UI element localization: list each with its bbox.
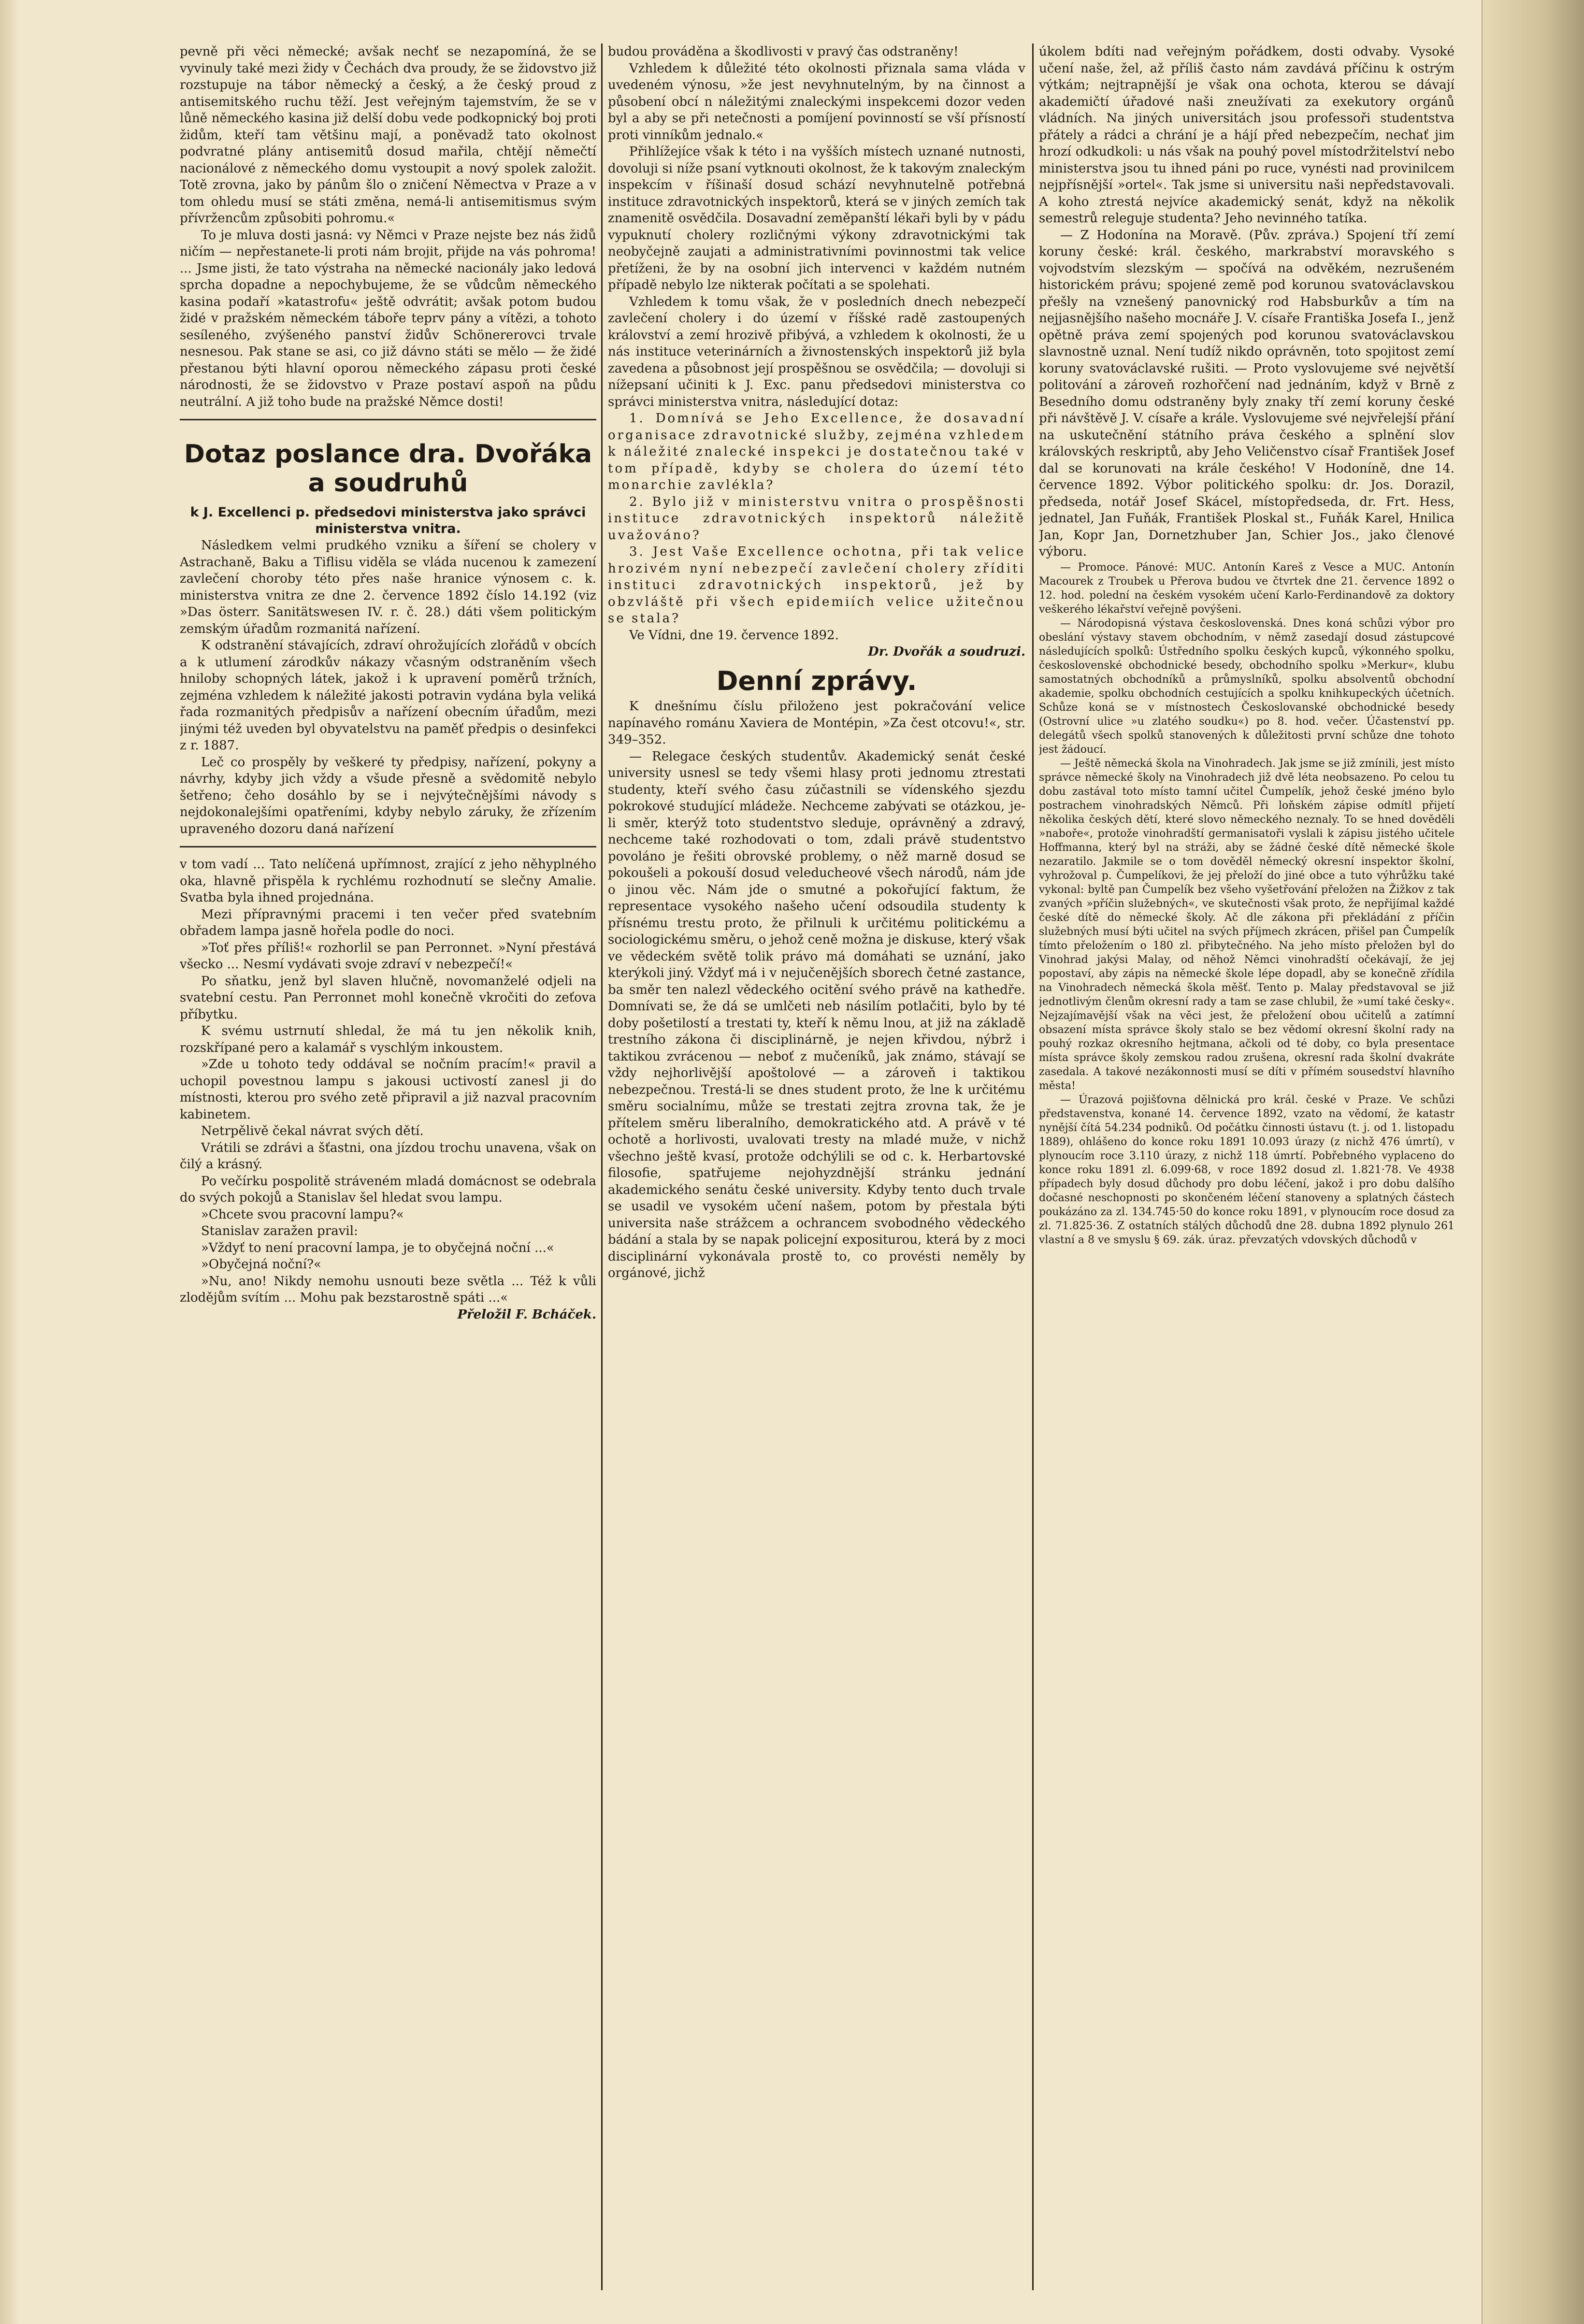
column-rule — [601, 43, 603, 2290]
news-item: úkolem bdíti nad veřejným pořádkem, dosti odvaby. Vysoké učení naše, žel, až příliš často nám zavdává příčinu k ostrým výtkám; nejtrapnější je však ona ochota, kterou se dávají akademičtí úřadové naši zneužívati za exekutory orgánů vládních. Na jiných universitách jsou professoři studentstva přátely a rádci a chrání je a hájí před nebezpečím, nechať jim hrozí odkudkoli: u nás však na pouhý povel místodržitelství nebo ministerstva jsou tu ihned páni po ruce, vynésti nad provinilcem nejpřísnější »ortel«. Tak jsme si universitu naši nepředstavovali. A koho ztrestá nejvíce akademický senát, když na několik semestrů releguje studenta? Jeho nevinného tatíka. — [1039, 44, 1454, 226]
news-item: — Úrazová pojišťovna dělnická pro král. české v Praze. Ve schůzi představenstva, konané 14. července 1892, vzato na vědomí, že katastr nynější čítá 54.234 podniků. Od počátku činnosti ústavu (t. j. od 1. listopadu 1889), ohlášeno do konce roku 1891 10.093 úrazy (z nichž 476 úmrtí), v plynoucím roce 3.110 úrazy, z nichž 118 úmrtí. Pobřebného vyplaceno do konce roku 1891 zl. 6.099·68, v roce 1892 dosud zl. 1.821·78. Ve 4938 případech byly dosud důchody pro dobu léčení, jakož i pro dobu dalšího dočasné neschopnosti po skončeném léčení stanoveny a splatných částech poukázáno za zl. 134.745·50 do konce roku 1891, v plynoucím roce dosud za zl. 71.825·36. Z ostatních stálých důchodů dne 28. dubna 1892 plynulo 261 vlastní a 8 ve smyslu § 69. zák. úraz. převzatých vdovských důchodů v — [1039, 1093, 1454, 1246]
page-fold-left — [0, 0, 19, 2324]
question-2: 2. Bylo již v ministerstvu vnitra o prospěšnosti instituce zdravotnických inspektorů náležitě uvažováno? — [608, 494, 1025, 543]
question-1: 1. Domnívá se Jeho Excellence, že dosavadní organisace zdravotnické služby, zejména vzhledem k náležité znalecké inspekci je dostatečnou také v tom případě, kdyby se cholera do území této monarchie zavlékla? — [608, 411, 1025, 492]
feuilleton-paragraph: »Chcete svou pracovní lampu?« — [201, 1207, 404, 1222]
column-rule — [1032, 43, 1034, 2290]
feuilleton-paragraph: Vrátili se zdrávi a šťastni, ona jízdou trochu unavena, však on čilý a krásný. — [180, 1140, 596, 1172]
feuilleton-paragraph: Mezi přípravnými pracemi i ten večer před svatebním obřadem lampa jasně hořela podle do noci. — [180, 907, 596, 938]
news-item: — Promoce. Pánové: MUC. Antonín Kareš z Vesce a MUC. Antonín Macourek z Troubek u Přerova budou ve čtvrtek dne 21. července 1892 o 12. hod. polední na českém vysokém učení Karlo-Ferdinandově za doktory veškerého lékařství veřejně povýšeni. — [1039, 561, 1454, 616]
article-signature: Dr. Dvořák a soudruzi. — [868, 645, 1025, 659]
news-item: — Národopisná výstava československá. Dnes koná schůzi výbor pro obeslání výstavy stavem obchodním, v němž zasedají dosud zástupcové následujících spolků: Ústředního spolku českých kupců, výkonného spolku, československé obchodnické besedy, obchodního spolku »Merkur«, klubu samostatných obchodníků a průmyslníků, spolku absolventů obchodní akademie, spolku obchodních cestujících a spolku knihkupeckých účetních. Schůze koná se v místnostech Českoslovanské obchodnické besedy (Ostrovní ulice »u zlatého soudku«) po 8. hod. večer. Účastenství pp. delegátů všech spolků stanovených k důležitosti první schůze dne tohoto jest žádoucí. — [1039, 617, 1454, 756]
article-paragraph: Leč co prospěly by veškeré ty předpisy, nařízení, pokyny a návrhy, kdyby jich vždy a všude přesně a svědomitě nebylo šetřeno; čeho dosáhlo by se i nejvýtečnějšími návody s nejdokonalejšími opatřeními, kdyby nebylo záruky, že zřízením upraveného dozoru daná nařízení — [180, 755, 596, 836]
divider — [180, 419, 596, 420]
article-paragraph: Přihlížejíce však k této i na vyšších místech uznané nutnosti, dovoluji si níže psaní vytknouti okolnost, že k takovým znaleckým inspekcím v říšinaší dosud schází nevyhnutelně potřebná instituce zdravotnických inspektorů, která se v jiných zemích tak znamenitě osvědčila. Dosavadní zeměpanští lékaři byli by v pádu vypuknutí cholery rozličnými výkony zdravotnickými tak neobyčejně zaujati a administrativními povinnostmi tak velice přetíženi, že by na osobní jich intervenci v každém nutném případě nebylo lze nikterak počítati a se spolehati. — [608, 144, 1025, 292]
feuilleton-paragraph: »Toť přes příliš!« rozhorlil se pan Perronnet. »Nyní přestává všecko ... Nesmí vydávati svoje zdraví v nebezpečí!« — [180, 940, 596, 972]
page-edge-right — [1483, 0, 1584, 2324]
question-3: 3. Jest Vaše Excellence ochotna, při tak velice hrozivém nyní nebezpečí zavlečení cholery zříditi instituci zdravotnických inspektorů, jež by obzvláště při všech epidemiích velice užitečnou se stala? — [608, 545, 1025, 626]
news-item: K dnešnímu číslu přiloženo jest pokračování velice napínavého románu Xaviera de Montépin, »Za čest otcovu!«, str. 349–352. — [608, 699, 1025, 747]
news-item: — Ještě německá škola na Vinohradech. Jak jsme se již zmínili, jest místo správce německé školy na Vinohradech již dvě léta neobsazeno. Po celou tu dobu zastával toto místo tamní učitel Čumpelík, jehož české jméno bylo postrachem vinohradských Němců. Při loňském zápise odmítl přijetí několika českých dětí, které slovo německého neznaly. To se hned dověděli »naboře«, protože vinohradští germanisatoři vyslali k zápisu jistého učitele Hoffmanna, který byl na stráži, aby se žádné české dítě německé škole nezaratilo. Jakmile se o tom dověděl německý okresní inspektor školní, vyhrožoval p. Čumpelíkovi, že jej přeloží do jiné obce a tuto výhrůžku také vykonal: byltě pan Čumpelík bez všeho vyšetřování přeložen na Žižkov z tak zvaných »příčin služebných«, ve skutečnosti však proto, že nepřijímal každé české dítě do německé školy. Ač dle zákona při překládání z příčin služebných musí býti učitel na svých příjmech zkrácen, přišel pan Čumpelík tímto přeložením o 180 zl. přibytečného. Na jeho místo přeložen byl do Vinohrad jakýsi Malay, od něhož Němci vinohradští očekávají, že jej popostaví, aby zápis na německé škole lépe dopadl, aby se konečně zřídila na Vinohradech německá škola měšť. Tento p. Malay představoval se již jednotlivým členům okresní rady a tam se zase chlubil, že »umí také česky«. Nejzajímavější však na věci jest, že přeložení obou učitelů a zatímní obsazení místa správce školy stalo se bez vědomí okresní školní rady na pouhý rozkaz okresního hejtmana, ačkoli od té doby, co byla presentace místa správce školy zemskou radou zrušena, okresní rada školní dvakráte zasedala. A takové nezákonnosti musí se díti v přímém sousedství hlavního města! — [1039, 757, 1454, 1092]
feuilleton-paragraph: »Zde u tohoto tedy oddával se nočním pracím!« pravil a uchopil povestnou lampu s jakousi uctivostí zanesl ji do místnosti, kterou pro svého zetě připravil a již nazval pracovním kabinetem. — [180, 1057, 596, 1122]
news-item: — Z Hodonína na Moravě. (Pův. zpráva.) Spojení tří zemí koruny české: král. českého, markrabství moravského s vojvodstvím slezským — spočívá na odvěkém, nezrušeném historickém právu; spojené země pod korunou svatováclavskou přešly na vznešený panovnický rod Habsburkův a tím na nejjasnějšího našeho mocnáře J. V. císaře Františka Josefa I., jenž opětně práva zemí spojených pod korunou svatováclavskou slavnostně uznal. Není tudíž nikdo oprávněn, toto spojitost zemí koruny svatováclavské rušiti. — Proto vyslovujeme své největší politování a zároveň rozhořčení nad jednáním, když v Brně z Besedního domu odstraněny byly znaky tří zemí koruny české při návštěvě J. V. císaře a krále. Vyslovujeme své nejvřelejší přání na uskutečnění státního práva českého a splnění slov královských reskriptů, aby Jeho Veličenstvo císař František Josef dal se korunovati na krále českého! V Hodoníně, dne 14. července 1892. Výbor politického spolku: dr. Jos. Dorazil, předseda, notář Josef Skácel, místopředseda, dr. Frt. Hess, jednatel, Jan Fuňák, František Ploskal st., Fuňák Karel, Hnilica Jan, Kopr Jan, Dornetzhuber Jan, Schier Jos., jako členové výboru. — [1039, 228, 1454, 559]
column-2 — [608, 43, 1025, 2290]
translator-signature: Přeložil F. Bcháček. — [457, 1307, 596, 1322]
column-3 — [1039, 43, 1454, 2290]
article-paragraph: Následkem velmi prudkého vzniku a šíření se cholery v Astrachaně, Baku a Tiflisu viděla se vláda nucenou k zamezení zavlečení choroby této přes naše hranice výnosem c. k. ministerstva vnitra ze dne 2. července 1892 číslo 14.192 (viz »Das österr. Sanitätswesen IV. r. č. 28.) dáti všem politickým zemským úřadům rozmanitá nařízení. — [180, 538, 596, 636]
article-paragraph: Vzhledem k tomu však, že v posledních dnech nebezpečí zavlečení cholery i do území v říšské radě zastoupených království a zemí hrozivě přibývá, a vzhledem k okolnosti, že u nás instituce veterinárních a živnostenských inspektorů již byla zavedena a působnost její prospěšnou se osvědčila; — dovoluji si nížepsaní učiniti k J. Exc. panu předsedovi ministerstva co správci ministerstva vnitra, následující dotaz: — [608, 294, 1025, 409]
feuilleton-paragraph: »Nu, ano! Nikdy nemohu usnouti beze světla ... Též k vůli zlodějům svítím ... Mohu pak bezstarostně spáti ...« — [180, 1274, 596, 1305]
section-heading: Denní zprávy. — [716, 665, 917, 696]
article-paragraph: To je mluva dosti jasná: vy Němci v Praze nejste bez nás židů ničím — nepřestanete-li proti nám brojit, přijde na vás pohroma! ... Jsme jisti, že tato výstraha na německé nacionály jako ledová sprcha dopadne a nepochybujeme, že se vůdcům německého kasina podaří »katastrofu« ještě odvrátit; avšak potom budou židé v pražském německém táboře teprv pány a vítězi, a tohoto sesíleného, zvýšeného panství židův Schönererovci trvale nesnesou. Pak stane se asi, co již dávno státi se mělo — že židé přestanou býti hlavní oporou německého zápasu proti české národnosti, že se židovstvo v Praze postaví aspoň na půdu neutrální. A již toho bude na pražské Němce dosti! — [180, 228, 596, 409]
feuilleton-paragraph: Po večírku pospolitě stráveném mladá domácnost se odebrala do svých pokojů a Stanislav šel hledat svou lampu. — [180, 1174, 596, 1205]
feuilleton-paragraph: v tom vadí ... Tato nelíčená upřímnost, zrající z jeho něhyplného oka, hlavně přispěla k rychlému rozhodnutí se slečny Amalie. Svatba byla ihned projednána. — [180, 857, 596, 905]
column-1 — [180, 43, 596, 2290]
news-item: — Relegace českých studentův. Akademický senát české university usnesl se tedy všemi hlasy proti jednomu ztrestati studenty, kteří svého času zúčastnili se vídenského sjezdu pokrokové studující mládeže. Nechceme zabývati se otázkou, je-li směr, kterýž toto studentstvo sleduje, oprávněný a zdravý, nechceme také rozhodovati o tom, zdali právě studentstvo povoláno je řešiti obrovské problemy, o něž marně dosud se pokoušeli a pokouší dosud veleducheové všech národů, nám jde o jinou věc. Nám jde o smutné a pokořující faktum, že representace vysokého našeho učení odsoudila studenty k přísnému trestu proto, že přilnuli k určitému politickému a sociologickému směru, o jehož ceně možna je diskuse, který však ve vědeckém světě tolik právo má domáhati se uznání, jako kterýkoli jiný. Vždyť má i v nejučenějších sborech četné zastance, ba směr ten nalezl vědeckého ocitění svého právě na kathedře. Domnívati se, že dá se umlčeti neb násilím potlačiti, bylo by té doby pošetilostí a trestati ty, kteří k němu lnou, at již na základě trestního zákona či disciplinárně, je nejen křivdou, nýbrž i taktikou zvrácenou — neboť z mučeníků, jak známo, stávají se vždy nejhorlivější apoštolové — a zároveň i taktikou nebezpečnou. Trestá-li se dnes student proto, že lne k určitému směru socialnímu, může se trestati zejtra zrovna tak, že je přítelem směru liberalního, demokratického atd. A právě v té ochotě a horlivosti, uvalovati tresty na mladé muže, v nichž všechno ještě kvasí, protože odchýlili se od c. k. Herbartovské filosofie, spatřujeme nejohyzdnější stránku jednání akademického senátu české university. Kdyby tento duch trvale se usadil ve vysokém učení našem, potom by přestala býti universita naše strážcem a ochrancem svobodného vědeckého bádání a stala by se napak policejní expositurou, která by z moci disciplinární vykonávala prostě to, co provésti neměly by orgánové, jichž — [608, 749, 1025, 1280]
feuilleton-paragraph: »Vždyť to není pracovní lampa, je to obyčejná noční ...« — [201, 1240, 554, 1255]
feuilleton-paragraph: Netrpělivě čekal návrat svých dětí. — [201, 1124, 424, 1138]
feuilleton-paragraph: K svému ustrnutí shledal, že má tu jen několik knih, rozskřípané pero a kalamář s vyschlým inkoustem. — [180, 1024, 596, 1055]
feuilleton-paragraph: »Obyčejná noční?« — [201, 1257, 321, 1272]
article-paragraph: budou prováděna a škodlivosti v pravý čas odstraněny! — [608, 44, 959, 59]
divider — [180, 846, 596, 847]
article-paragraph: pevně při věci německé; avšak nechť se nezapomíná, že se vyvinuly také mezi židy v Čechách dva proudy, že se židovstvo již rozstupuje na tábor německý a český, a že český proud z antisemitského ruchu těží. Jest veřejným tajemstvím, že se v lůně německého kasina již delší dobu vede podkopnický boj proti židům, kteří tam většinu mají, a poněvadž tato okolnost podvratné plány antisemitů dosud mařila, chtějí němečtí nacionálové z německého domu vystoupit a nový spolek založit. Totě zrovna, jako by pánům šlo o zničení Němectva v Praze a v tom ohledu musí se státi změna, nemá-li antisemitismus svým přívržencům způsobiti pohromu.« — [180, 44, 596, 226]
feuilleton-paragraph: Stanislav zaražen pravil: — [201, 1224, 358, 1238]
feuilleton-paragraph: Po sňatku, jenž byl slaven hlučně, novomanželé odjeli na svatební cestu. Pan Perronnet mohl konečně vkročiti do zeťova příbytku. — [180, 974, 596, 1022]
dateline: Ve Vídni, dne 19. července 1892. — [629, 628, 839, 643]
article-paragraph: K odstranění stávajících, zdraví ohrožujících zlořádů v obcích a k utlumení zárodkův nákazy včasným odstraněním všech hniloby schopných látek, jakož i k upravení poměrů tržních, zejména vzhledem k náležité jakosti potravin vydána byla veliká řada rozmanitých předpisův a nařízení obecním úřadům, mezi jinými též uveden byl obyvatelstvu na paměť předpis o desinfekci z r. 1887. — [180, 638, 596, 753]
article-subheadline: k J. Excellenci p. předsedovi ministerstva jako správci ministerstva vnitra. — [190, 505, 586, 536]
article-headline: Dotaz poslance dra. Dvořáka a soudruhů — [184, 440, 592, 498]
article-paragraph: Vzhledem k důležité této okolnosti přiznala sama vláda v uvedeném výnosu, »že jest nevyhnutelným, by na činnost a působení obcí n náležitými znaleckými inspekcemi dozor veden byl a aby se při netečnosti a pomíjení povinností se vší přísností proti vinníkům jednalo.« — [608, 61, 1025, 143]
